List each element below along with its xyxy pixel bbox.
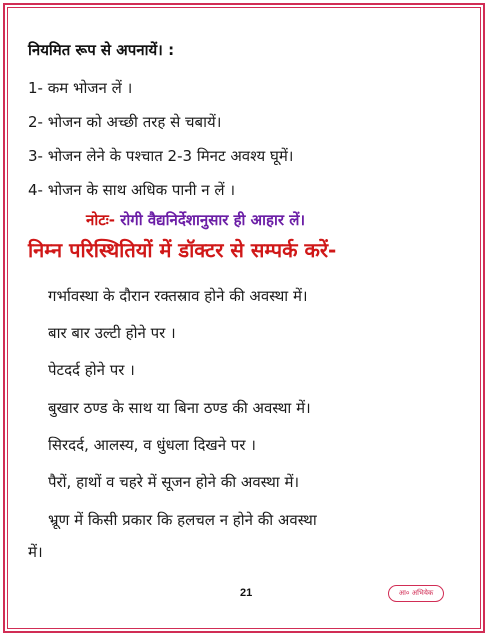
condition-item-2: बार बार उल्टी होने पर ।	[48, 324, 176, 342]
condition-item-1: गर्भावस्था के दौरान रक्तस्राव होने की अवस्था में।	[48, 287, 308, 305]
rule-item-2: 2- भोजन को अच्छी तरह से चबायें।	[28, 113, 222, 131]
note-line	[86, 210, 305, 230]
condition-item-4: बुखार ठण्ड के साथ या बिना ठण्ड की अवस्था में।	[48, 399, 311, 417]
rule-item-4: 4- भोजन के साथ अधिक पानी न लें ।	[28, 181, 236, 199]
condition-item-3: पेटदर्द होने पर ।	[48, 361, 135, 379]
page-border-inner	[7, 7, 481, 629]
note-text: रोगी वैद्यनिर्देशानुसार ही आहार लें।	[115, 211, 306, 229]
contact-heading: निम्न परिस्थितियों में डॉक्टर से सम्पर्क करें-	[28, 238, 337, 262]
condition-item-7-continued: में।	[28, 543, 43, 561]
author-stamp: आ० अभियेक	[388, 585, 444, 602]
rule-item-3: 3- भोजन लेने के पश्चात 2-3 मिनट अवश्य घूमें।	[28, 147, 294, 165]
condition-item-5: सिरदर्द, आलस्य, व धुंधला दिखने पर ।	[48, 436, 256, 454]
rule-item-1: 1- कम भोजन लें ।	[28, 79, 133, 97]
note-label: नोटः-	[86, 211, 116, 229]
page-number: 21	[240, 587, 253, 599]
condition-item-7: भ्रूण में किसी प्रकार कि हलचल न होने की अवस्था	[48, 511, 317, 529]
condition-item-6: पैरों, हाथों व चहरे में सूजन होने की अवस्था में।	[48, 473, 300, 491]
adopt-heading: नियमित रूप से अपनायें। :	[28, 41, 175, 59]
